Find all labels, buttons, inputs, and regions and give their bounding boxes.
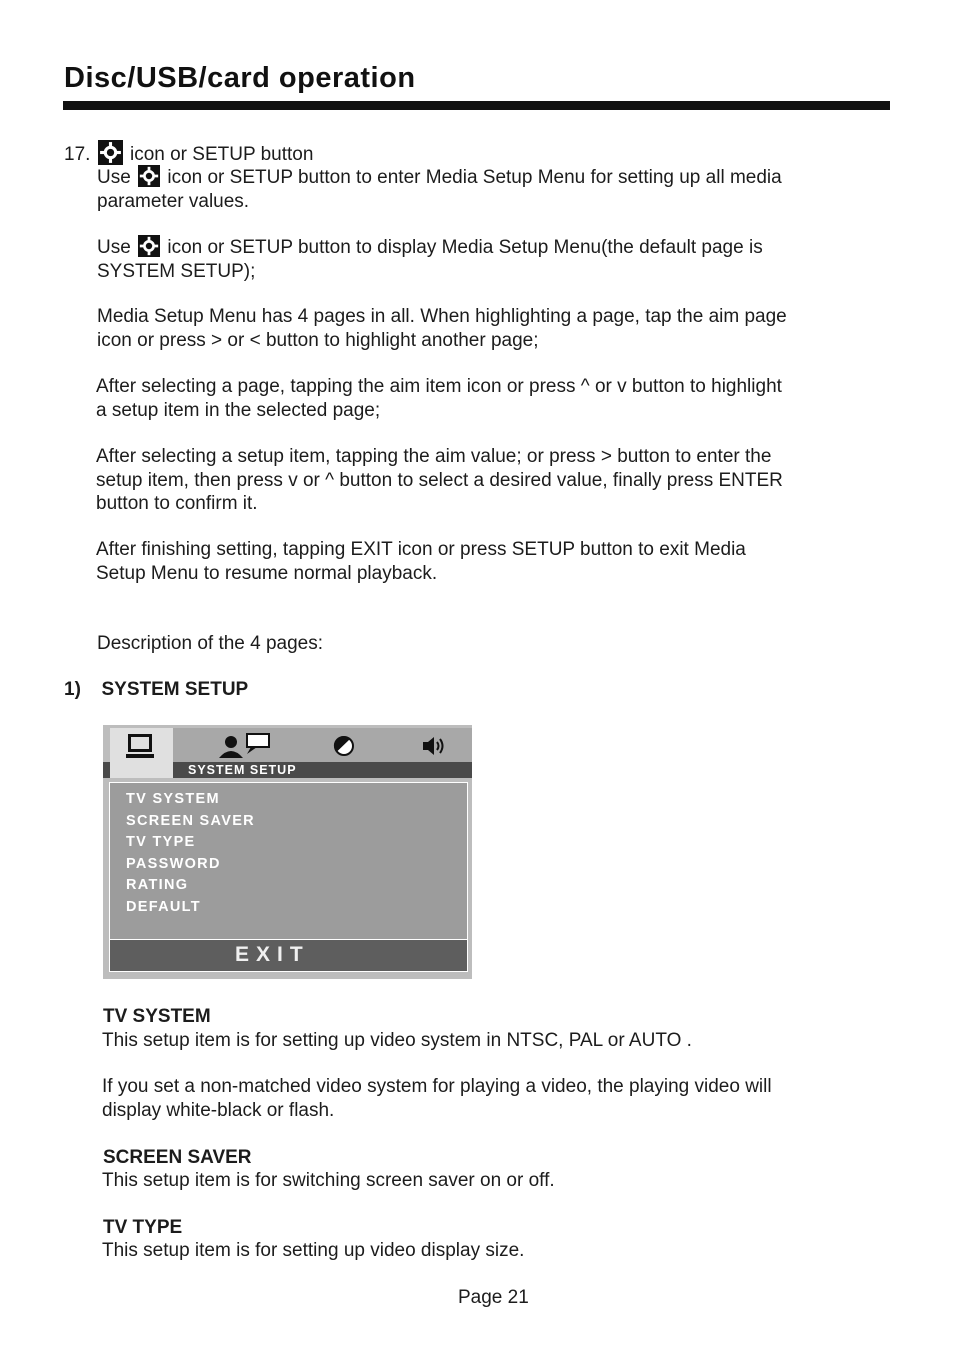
description-line: Description of the 4 pages: (97, 633, 324, 654)
tab-language-setup[interactable] (213, 730, 273, 760)
item-17-heading (64, 140, 313, 167)
monitor-icon (124, 731, 156, 761)
menu-item-rating[interactable]: RATING (126, 877, 189, 893)
paragraph-6-line-2: Setup Menu to resume normal playback. (96, 562, 438, 584)
use-word: Use (97, 167, 131, 188)
page-label: SYSTEM SETUP (188, 763, 297, 777)
paragraph-6 (96, 538, 746, 585)
section-title: SYSTEM SETUP (101, 679, 249, 700)
tab-video-setup[interactable] (331, 733, 359, 759)
item-number: 17. (64, 144, 91, 165)
speaker-icon (421, 735, 449, 757)
paragraph-4-line-2: a setup item in the selected page; (96, 399, 381, 421)
person-chat-icon (217, 732, 273, 760)
menu-item-tv-system[interactable]: TV SYSTEM (126, 791, 220, 807)
exit-button[interactable] (109, 939, 468, 972)
menu-item-password[interactable]: PASSWORD (126, 855, 221, 872)
tv-system-text: This setup item is for setting up video system in NTSC, PAL or AUTO . (102, 1030, 692, 1051)
screen-saver-heading: SCREEN SAVER (103, 1147, 252, 1168)
paragraph-1-line-2: parameter values. (97, 190, 250, 212)
paragraph-5-line-3: button to confirm it. (96, 493, 258, 514)
paragraph-2-text: icon or SETUP button to display Media Setup Menu(the default page is (167, 237, 763, 258)
setup-icon (138, 165, 160, 187)
tv-type-heading: TV TYPE (103, 1217, 183, 1238)
page-number: Page 21 (458, 1287, 529, 1308)
setup-menu-screenshot (103, 725, 472, 979)
tv-system-note-line-2: display white-black or flash. (102, 1099, 335, 1121)
paragraph-1-text: icon or SETUP button to enter Media Setup Menu for setting up all media (167, 167, 782, 188)
paragraph-1 (97, 165, 782, 213)
paragraph-3-line-2: icon or press > or < button to highlight another page; (97, 329, 539, 351)
paragraph-5-line-1: After selecting a setup item, tapping the aim value; or press > button to enter the (96, 446, 772, 467)
paragraph-2 (97, 235, 763, 283)
paragraph-4 (96, 375, 782, 422)
section-heading (64, 678, 248, 702)
exit-label: EXIT (235, 943, 310, 966)
paragraph-3 (97, 305, 787, 352)
menu-item-screen-saver[interactable]: SCREEN SAVER (126, 812, 255, 829)
paragraph-2-line-2: SYSTEM SETUP); (97, 260, 256, 282)
page-title: Disc/USB/card operation (64, 62, 416, 94)
setup-icon (138, 235, 160, 257)
tv-type-text: This setup item is for setting up video display size. (102, 1240, 525, 1261)
item-17-heading-text: icon or SETUP button (129, 144, 314, 165)
use-word: Use (97, 237, 131, 258)
tv-system-note-line-1: If you set a non-matched video system for playing a video, the playing video will (102, 1076, 772, 1097)
tv-system-heading: TV SYSTEM (103, 1006, 211, 1027)
paragraph-3-line-1: Media Setup Menu has 4 pages in all. When highlighting a page, tap the aim page (97, 306, 787, 327)
title-rule (63, 101, 890, 110)
tab-system-setup[interactable] (110, 728, 173, 778)
paragraph-6-line-1: After finishing setting, tapping EXIT icon or press SETUP button to exit Media (96, 539, 746, 560)
setup-icon (98, 140, 123, 165)
section-number: 1) (64, 679, 81, 700)
screen-saver-text: This setup item is for switching screen saver on or off. (102, 1170, 555, 1191)
menu-item-tv-type[interactable]: TV TYPE (126, 834, 196, 850)
tab-audio-setup[interactable] (419, 733, 449, 759)
menu-item-list (109, 782, 468, 940)
paragraph-5-line-2: setup item, then press v or ^ button to select a desired value, finally press ENTER (96, 469, 783, 491)
menu-item-default[interactable]: DEFAULT (126, 898, 201, 915)
color-contrast-icon (333, 735, 355, 757)
paragraph-5 (96, 445, 783, 516)
tv-system-note (102, 1075, 772, 1122)
paragraph-4-line-1: After selecting a page, tapping the aim item icon or press ^ or v button to highlight (96, 376, 782, 397)
